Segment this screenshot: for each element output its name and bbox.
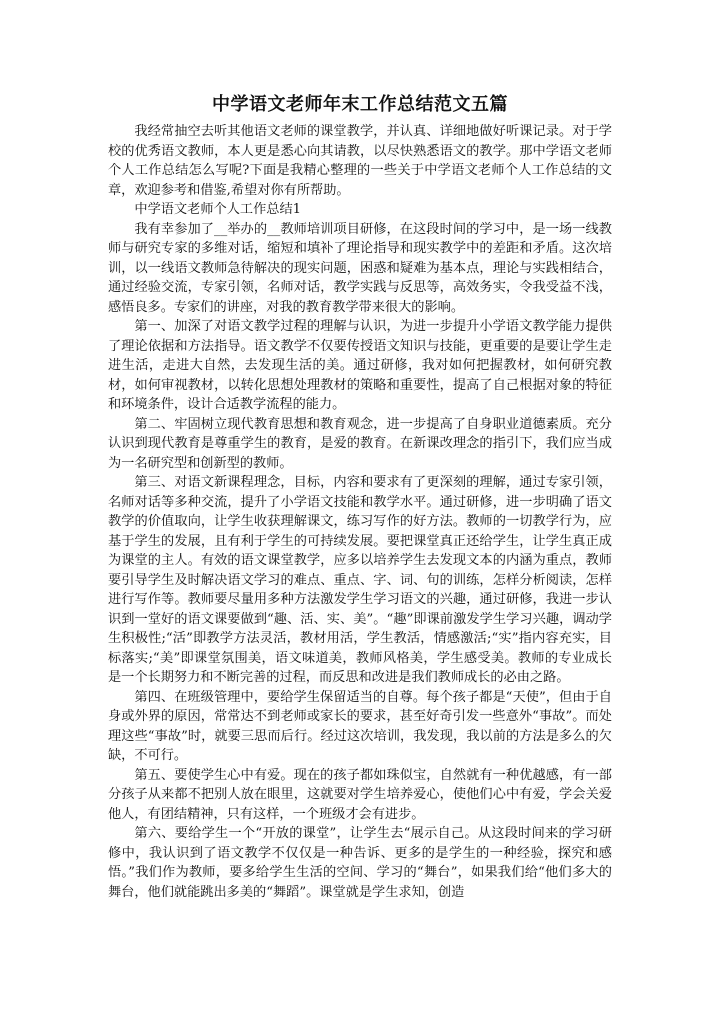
intro-paragraph: 我经常抽空去听其他语文老师的课堂教学，并认真、详细地做好听课记录。对于学校的优秀语文教师，本人更是悉心向其请教，以尽快熟悉语文的教学。那中学语文老师个人工作总结怎么写呢?下面是我精心整理的一些关于中学语文老师个人工作总结的文章，欢迎参考和借鉴,希望对你有所帮助。 xyxy=(108,124,612,198)
body-paragraph: 第五、要使学生心中有爱。现在的孩子都如珠似宝，自然就有一种优越感，有一部分孩子从来都不把别人放在眼里，这就要对学生培养爱心，使他们心中有爱，学会关爱他人，有团结精神，只有这样，一个班级才会有进步。 xyxy=(108,767,612,822)
document-title: 中学语文老师年末工作总结范文五篇 xyxy=(212,94,508,115)
body-paragraph: 我有幸参加了__举办的__教师培训项目研修，在这段时间的学习中，是一场一线教师与研究专家的多维对话，缩短和填补了理论指导和现实教学中的差距和矛盾。这次培训，以一线语文教师急待解决的现实问题，困惑和疑难为基本点，理论与实践相结合，通过经验交流，专家引领，名师对话，教学实践与反思等，高效务实，令我受益不浅，感悟良多。专家们的讲座，对我的教育教学带来很大的影响。 xyxy=(108,221,612,315)
section-subtitle: 中学语文老师个人工作总结1 xyxy=(134,202,302,217)
body-paragraph: 第三、对语文新课程理念，目标，内容和要求有了更深刻的理解，通过专家引领，名师对话等多种交流，提升了小学语文技能和教学水平。通过研修，进一步明确了语文教学的价值取向，让学生收获理解课文，练习写作的好方法。教师的一切教学行为，应基于学生的发展，且有利于学生的可持续发展。要把课堂真正还给学生，让学生真正成为课堂的主人。有效的语文课堂教学，应多以培养学生去发现文本的内涵为重点，教师要引导学生及时解决语文学习的难点、重点、字、词、句的训练，怎样分析阅读，怎样进行写作等。教师要尽量用多种方法激发学生学习语文的兴趣，通过研修，我进一步认识到一堂好的语文课要做到“趣、活、实、美”。“趣”即课前激发学生学习兴趣，调动学生积极性;“活”即教学方法灵活，教材用活，学生教活，情感激活;“实”指内容充实，目标落实;“美”即课堂氛围美，语文味道美，教师风格美，学生感受美。教师的专业成长是一个长期努力和不断完善的过程，而反思和改进是我们教师成长的必由之路。 xyxy=(108,475,612,685)
body-paragraph: 第二、牢固树立现代教育思想和教育观念，进一步提高了自身职业道德素质。充分认识到现代教育是尊重学生的教育，是爱的教育。在新课改理念的指引下，我们应当成为一名研究型和创新型的教师。 xyxy=(108,416,612,471)
body-paragraph: 第一、加深了对语文教学过程的理解与认识，为进一步提升小学语文教学能力提供了理论依据和方法指导。语文教学不仅要传授语文知识与技能，更重要的是要让学生走进生活，走进大自然，去发现生活的美。通过研修，我对如何把握教材，如何研究教材，如何审视教材，以转化思想处理教材的策略和重要性，提高了自己根据对象的特征和环境条件，设计合适教学流程的能力。 xyxy=(108,319,612,412)
body-paragraph: 第六、要给学生一个“开放的课堂”，让学生去“展示自己。从这段时间来的学习研修中，我认识到了语文教学不仅仅是一种告诉、更多的是学生的一种经验，探究和感悟。”我们作为教师，要多给学生生活的空间、学习的“舞台”，如果我们给“他们多大的舞台，他们就能跳出多美的“舞蹈”。课堂就是学生求知，创造 xyxy=(108,826,612,900)
body-paragraph: 第四、在班级管理中，要给学生保留适当的自尊。每个孩子都是“天使”，但由于自身或外界的原因，常常达不到老师或家长的要求，甚至好奇引发一些意外“事故”。而处理这些“事故”时，就要三思而后行。经过这次培训，我发现，我以前的方法是多么的欠缺，不可行。 xyxy=(108,689,612,763)
document-page xyxy=(108,92,612,902)
